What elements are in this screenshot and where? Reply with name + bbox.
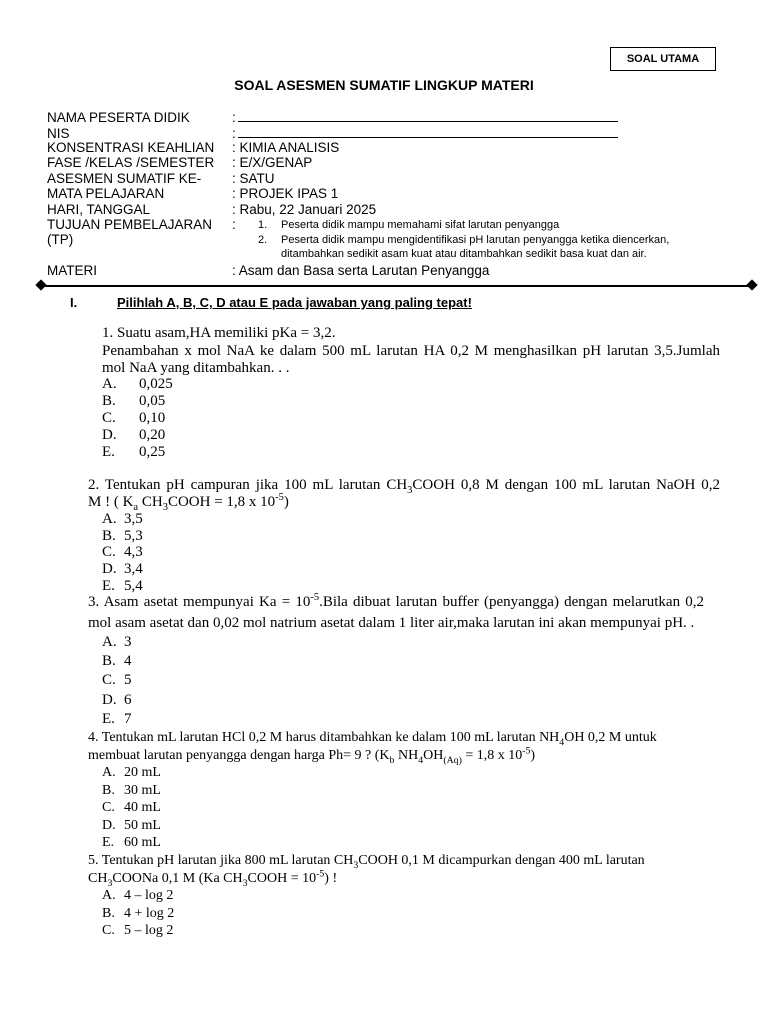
- q3-stem-line2: mol asam asetat dan 0,02 mol natrium asetat dalam 1 liter air,maka larutan ini akan mempunyai pH. .: [88, 615, 695, 631]
- label-materi: MATERI: [47, 263, 97, 278]
- page-title: SOAL ASESMEN SUMATIF LINGKUP MATERI: [234, 77, 534, 93]
- q1-option-c[interactable]: 0,10: [139, 410, 166, 426]
- q1-option-a[interactable]: 0,025: [139, 376, 173, 392]
- q2-option-letter: D.: [102, 561, 117, 577]
- q4-option-letter: B.: [102, 783, 115, 798]
- q2-option-d[interactable]: 3,4: [124, 561, 143, 577]
- label-nama: NAMA PESERTA DIDIK: [47, 110, 190, 125]
- q1-option-letter: E.: [102, 444, 115, 460]
- blank-line: [238, 110, 618, 122]
- q4-option-e[interactable]: 60 mL: [124, 835, 161, 850]
- q3-option-letter: E.: [102, 711, 115, 727]
- label-fase: FASE /KELAS /SEMESTER: [47, 155, 215, 170]
- tp-item-text: Peserta didik mampu memahami sifat larutan penyangga: [281, 219, 560, 231]
- q2-option-letter: B.: [102, 528, 116, 544]
- q1-option-letter: B.: [102, 393, 116, 409]
- q5-option-letter: B.: [102, 906, 115, 921]
- label-tp-abbr: (TP): [47, 232, 74, 247]
- section-title: Pilihlah A, B, C, D atau E pada jawaban yang paling tepat!: [117, 295, 472, 310]
- section-divider: [40, 285, 754, 287]
- tp-colon: :: [232, 217, 236, 232]
- blank-line: [238, 126, 618, 138]
- q1-stem-line3: mol NaA yang ditambahkan. . .: [102, 360, 290, 376]
- tp-item-text: ditambahkan sedikit asam kuat atau ditambahkan sedikit basa kuat dan air.: [281, 248, 647, 260]
- value-mapel: : PROJEK IPAS 1: [232, 186, 339, 201]
- q3-option-d[interactable]: 6: [124, 692, 132, 708]
- label-asesmen: ASESMEN SUMATIF KE-: [47, 171, 202, 186]
- value-fase: : E/X/GENAP: [232, 155, 313, 170]
- field-nama[interactable]: [232, 110, 618, 126]
- q4-option-letter: A.: [102, 765, 116, 780]
- tp-item-text: Peserta didik mampu mengidentifikasi pH larutan penyangga ketika diencerkan,: [281, 234, 670, 246]
- q4-option-a[interactable]: 20 mL: [124, 765, 161, 780]
- tp-item-number: 2.: [258, 234, 268, 246]
- q4-option-letter: E.: [102, 835, 115, 850]
- colon: :: [232, 110, 236, 125]
- q5-option-letter: C.: [102, 923, 115, 938]
- value-hari: : Rabu, 22 Januari 2025: [232, 202, 377, 217]
- q2-option-c[interactable]: 4,3: [124, 544, 143, 560]
- q3-option-e[interactable]: 7: [124, 711, 132, 727]
- q3-option-b[interactable]: 4: [124, 653, 132, 669]
- q1-option-letter: C.: [102, 410, 116, 426]
- q5-option-a[interactable]: 4 – log 2: [124, 888, 174, 903]
- label-konsentrasi: KONSENTRASI KEAHLIAN: [47, 140, 215, 155]
- label-tp: TUJUAN PEMBELAJARAN: [47, 217, 213, 232]
- q3-option-letter: A.: [102, 634, 117, 650]
- q2-option-letter: E.: [102, 578, 115, 594]
- q2-option-letter: C.: [102, 544, 116, 560]
- q3-option-letter: C.: [102, 672, 116, 688]
- q1-stem: 1. Suatu asam,HA memiliki pKa = 3,2.: [102, 325, 336, 341]
- q4-option-c[interactable]: 40 mL: [124, 800, 161, 815]
- label-nis: NIS: [47, 126, 70, 141]
- q3-option-letter: D.: [102, 692, 117, 708]
- q5-stem-line2: $CH_3COONa$ 0,1 M (Ka $CH_3COOH = 10^{-5}$) !: [88, 868, 338, 889]
- q2-option-a[interactable]: 3,5: [124, 511, 143, 527]
- q2-option-b[interactable]: 5,3: [124, 528, 143, 544]
- q5-option-c[interactable]: 5 – log 2: [124, 923, 174, 938]
- q4-stem-line2: membuat larutan penyangga dengan harga Ph= 9 ? ($K_b$ $NH_4OH_{(Aq)} = 1,8$ x $10^{-5}$): [88, 745, 536, 766]
- q1-option-letter: A.: [102, 376, 117, 392]
- colon: :: [232, 126, 236, 141]
- tp-item-number: 1.: [258, 219, 268, 231]
- q4-stem: 4. Tentukan mL larutan HCl 0,2 M harus ditambahkan ke dalam 100 mL larutan $NH_4OH$ 0,2 M untuk: [88, 730, 657, 748]
- q3-option-letter: B.: [102, 653, 116, 669]
- q1-option-d[interactable]: 0,20: [139, 427, 166, 443]
- q2-option-e[interactable]: 5,4: [124, 578, 143, 594]
- q1-option-letter: D.: [102, 427, 117, 443]
- section-number: I.: [70, 295, 78, 310]
- value-asesmen: : SATU: [232, 171, 275, 186]
- value-konsentrasi: : KIMIA ANALISIS: [232, 140, 340, 155]
- q1-stem-line2: Penambahan x mol NaA ke dalam 500 mL larutan HA 0,2 M menghasilkan pH larutan 3,5.Jumlah: [102, 343, 720, 359]
- q5-option-b[interactable]: 4 + log 2: [124, 906, 175, 921]
- label-mapel: MATA PELAJARAN: [47, 186, 165, 201]
- q1-option-b[interactable]: 0,05: [139, 393, 166, 409]
- q5-stem: 5. Tentukan pH larutan jika 800 mL larutan $CH_3COOH$ 0,1 M dicampurkan dengan 400 mL larutan: [88, 853, 645, 871]
- q4-option-letter: C.: [102, 800, 115, 815]
- q2-stem-line2: M ! ( $K_a$ $CH_3COOH = 1,8$ x $10^{-5}$): [88, 492, 289, 513]
- q4-option-b[interactable]: 30 mL: [124, 783, 161, 798]
- q2-option-letter: A.: [102, 511, 117, 527]
- q3-option-a[interactable]: 3: [124, 634, 132, 650]
- value-materi: : Asam dan Basa serta Larutan Penyangga: [232, 263, 490, 278]
- q2-stem: 2. Tentukan pH campuran jika 100 mL larutan $CH_3COOH$ 0,8 M dengan 100 mL larutan NaOH 0,2: [88, 477, 720, 496]
- q4-option-d[interactable]: 50 mL: [124, 818, 161, 833]
- exam-type-badge: SOAL UTAMA: [610, 47, 716, 71]
- q5-option-letter: A.: [102, 888, 116, 903]
- q1-option-e[interactable]: 0,25: [139, 444, 166, 460]
- label-hari: HARI, TANGGAL: [47, 202, 151, 217]
- q3-stem: 3. Asam asetat mempunyai $Ka = 10^{-5}.Bila$ dibuat larutan buffer (penyangga) dengan melarutkan 0,2: [88, 592, 704, 610]
- q3-option-c[interactable]: 5: [124, 672, 132, 688]
- q4-option-letter: D.: [102, 818, 116, 833]
- divider-right-diamond: [746, 279, 757, 290]
